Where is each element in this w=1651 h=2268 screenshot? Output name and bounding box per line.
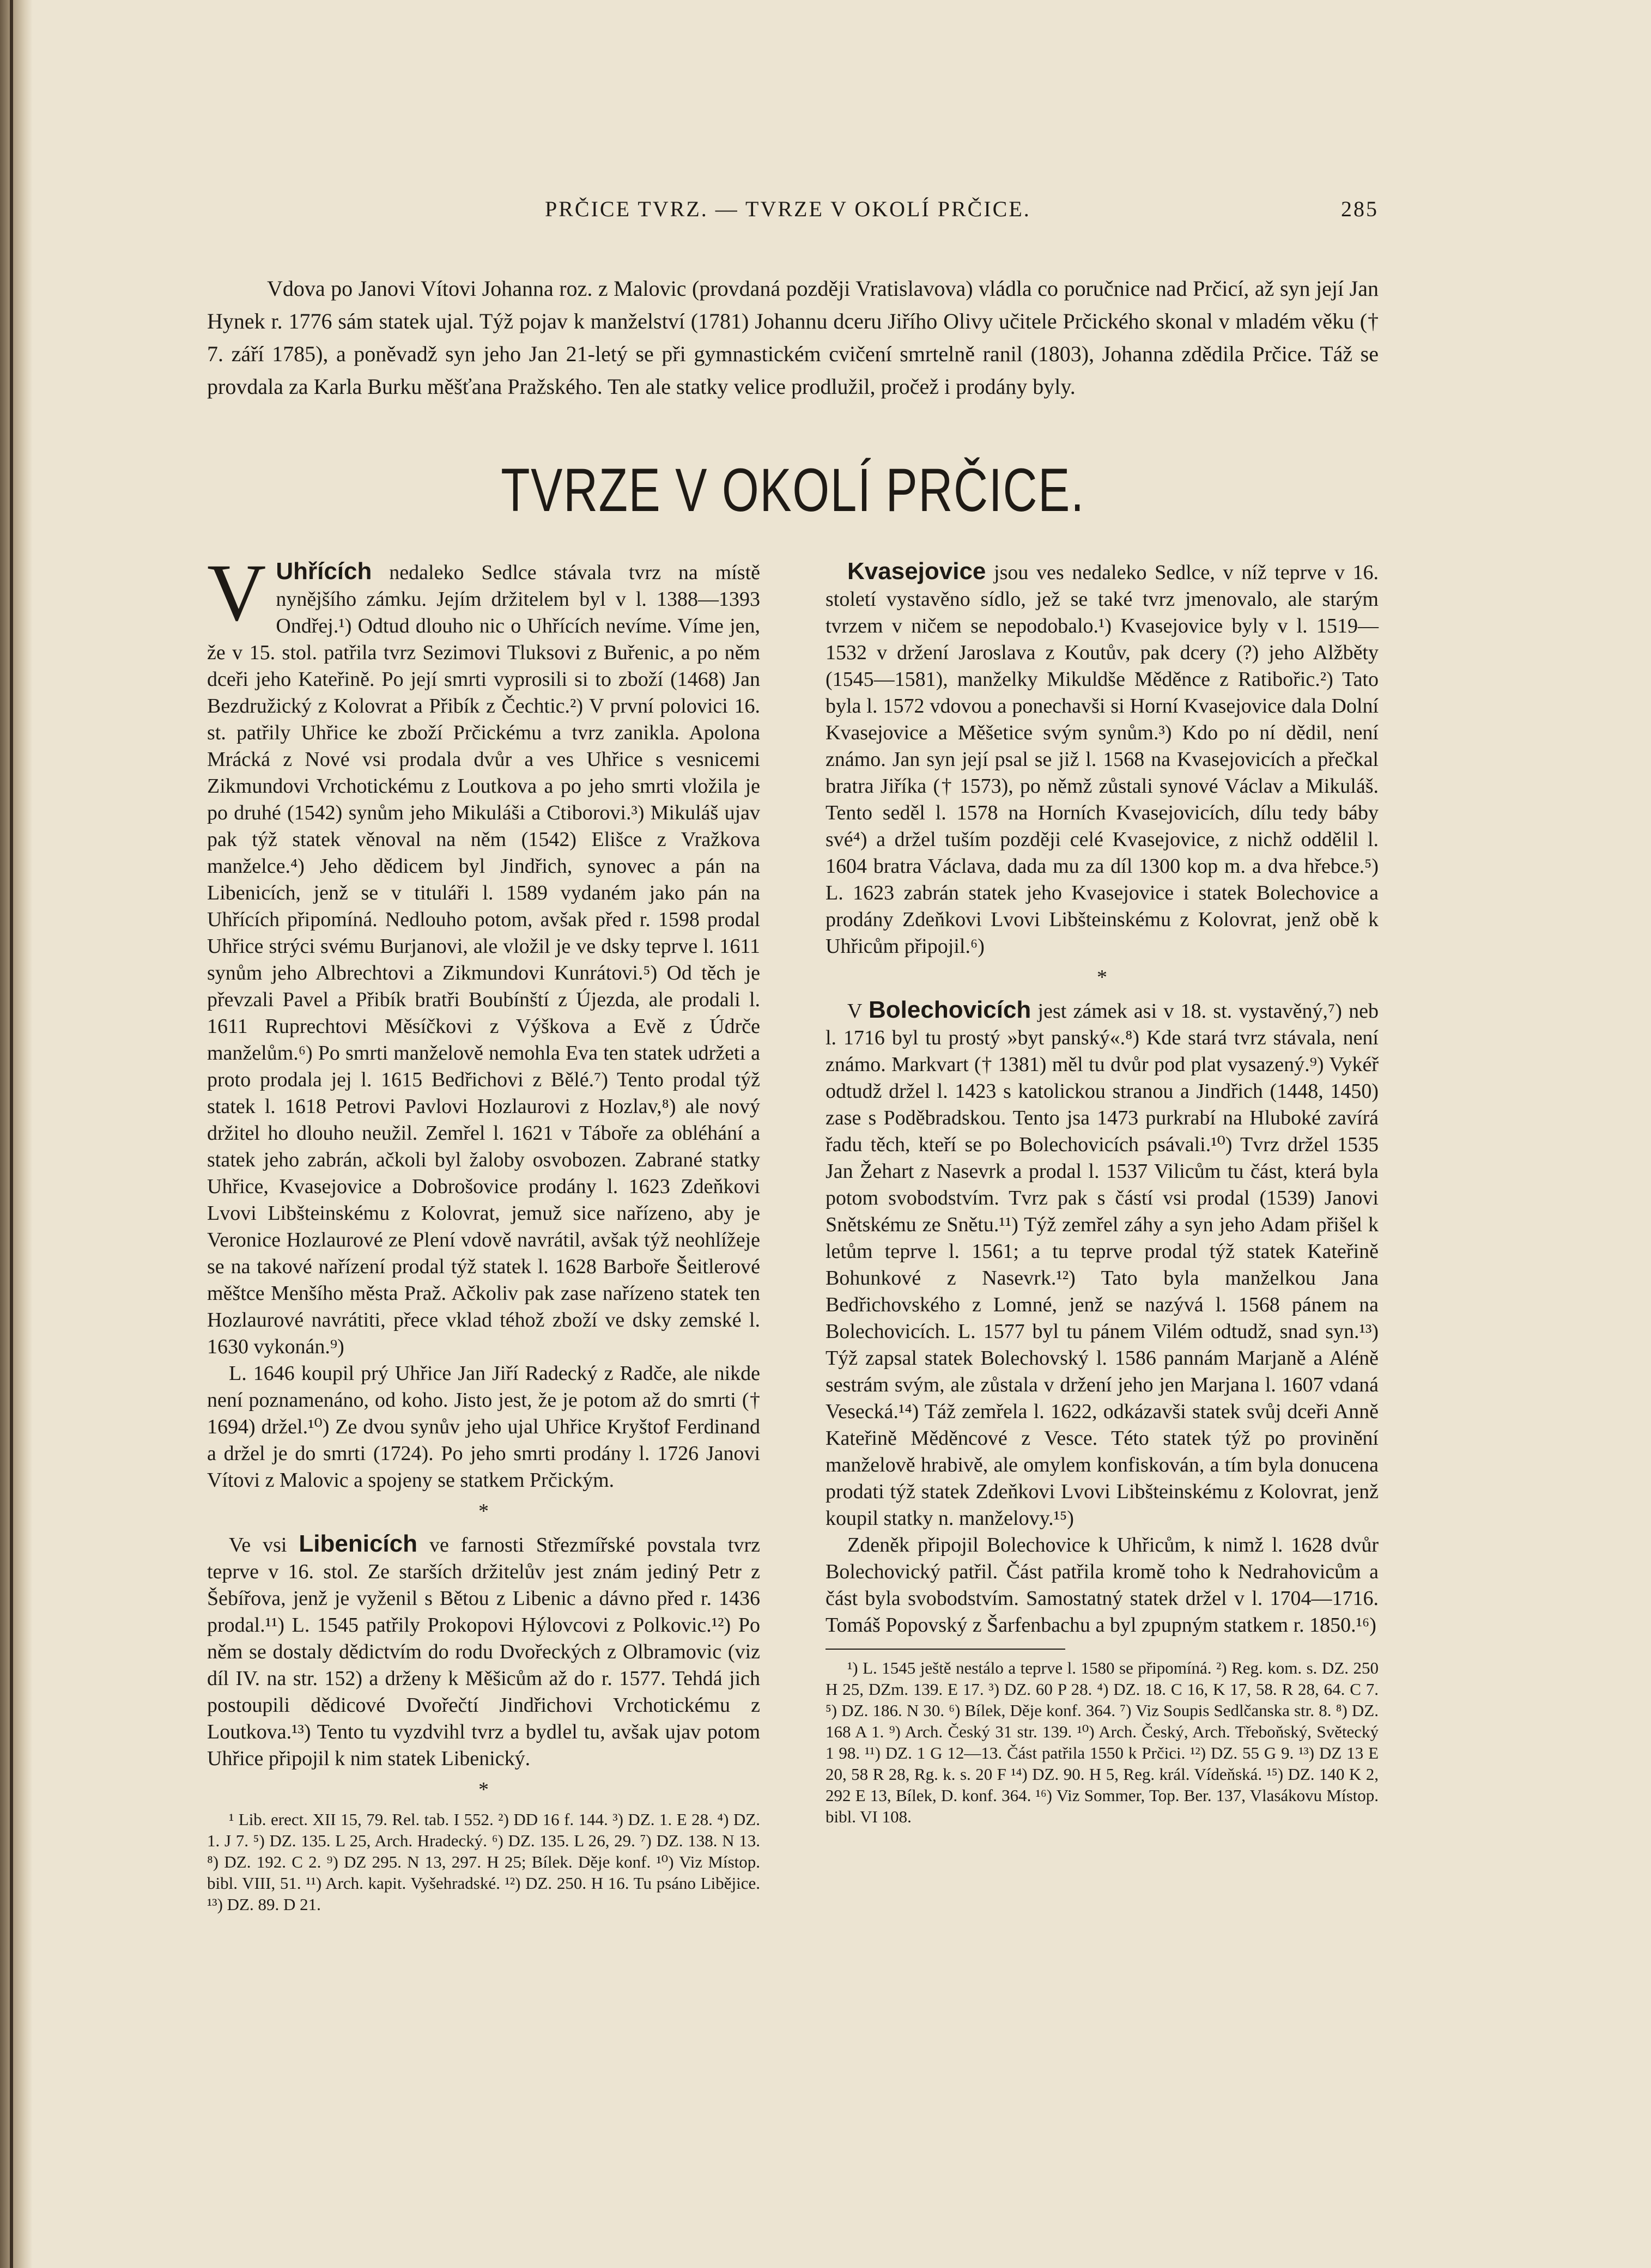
running-head-title: PRČICE TVRZ. — TVRZE V OKOLÍ PRČICE. xyxy=(545,197,1031,221)
right-footnote-text: ¹) L. 1545 ještě nestálo a teprve l. 1580 se připomíná. ²) Reg. kom. s. DZ. 250 H 25, DZm. 139. E 17. ³) DZ. 60 P 28. ⁴) DZ. 18. C 16, K 17, 58. R 28, 64. C 7. ⁵) DZ. 186. N 30. ⁶) Bílek, Děje konf. 364. ⁷) Viz Soupis Sedlčanska str. 8. ⁸) DZ. 168 A 1. ⁹) Arch. Český 31 str. 139. ¹⁰) Arch. Český, Arch. Třeboňský, Světecký 1 98. ¹¹) DZ. 1 G 12—13. Část patřila 1550 k Prčici. ¹²) DZ. 55 G 9. ¹³) DZ 13 E 20, 58 R 28, Rg. k. s. 20 F ¹⁴) DZ. 90. H 5, Reg. král. Vídeňská. ¹⁵) DZ. 140 K 2, 292 E 13, Bílek, D. konf. 364. ¹⁶) Viz Sommer, Top. Ber. 137, Vlasákovu Místop. bibl. VI 108. xyxy=(826,1658,1379,1826)
book-spine-edge xyxy=(10,0,13,2268)
lead-word-bolechovice: Bolechovicích xyxy=(869,996,1031,1023)
page xyxy=(207,196,1379,1915)
lead-word-kvasejovice: Kvasejovice xyxy=(847,558,986,585)
left-footnotes xyxy=(207,1809,760,1915)
bolechovice-intro-word: V xyxy=(847,1000,862,1023)
section-separator: * xyxy=(478,1778,489,1801)
section-separator: * xyxy=(1097,966,1107,989)
kvasejovice-text: jsou ves nedaleko Sedlce, v níž teprve v 16. století vystavěno sídlo, jež se také tvrz jmenovalo, ale starým tvrzem v ničem se nepodobalo.¹) Kvasejovice byly v l. 1519—1532 v držení Jaroslava z Koutův, pak dcery (?) jeho Alžběty (1545—1581), manželky Mikuldše Měděnce z Ratibořic.²) Tato byla l. 1572 vdovou a ponechavši si Horní Kvasejovice dala Dolní Kvasejovice a Měšetice svým synům.³) Kdo po ní dědil, není známo. Jan syn její psal se již l. 1568 na Kvasejovicích a přečkal bratra Jiříka († 1573), po němž zůstali synové Václav a Mikuláš. Tento seděl l. 1578 na Horních Kvasejovicích, dílu tedy báby své⁴) a držel tuším později celé Kvasejovice, z nichž oddělil l. 1604 bratra Václava, dada mu za díl 1300 kop m. a dva hřebce.⁵) L. 1623 zabrán statek jeho Kvasejovice i statek Bolechovice a prodány Zdeňkovi Lvovi Libšteinskému z Kolovrat, jenž obě k Uhřicům připojil.⁶) xyxy=(826,561,1379,958)
bolechovice-paragraph-2: Zdeněk připojil Bolechovice k Uhřicům, k nimž l. 1628 dvůr Bolechovický patřil. Část patřila kromě toho k Nedrahovicům a část byla svobodstvím. Samostatný statek držel v l. 1704—1716. Tomáš Popovský z Šarfenbachu a byl zpupným statkem r. 1850.¹⁶) xyxy=(826,1534,1379,1637)
intro-paragraph: Vdova po Janovi Vítovi Johanna roz. z Malovic (provdaná později Vratislavova) vládla co poručnice nad Prčicí, až syn její Jan Hynek r. 1776 sám statek ujal. Týž pojav k manželství (1781) Johannu dceru Jiřího Olivy učitele Prčického skonal v mladém věku († 7. září 1785), a poněvadž syn jeho Jan 21-letý se při gymnastickém cvičení smrtelně ranil (1803), Johanna zdědila Prčice. Táž se provdala za Karla Burku měšťana Pražského. Ten ale statky velice prodlužil, pročež i prodány byly. xyxy=(207,276,1379,399)
lead-word-uhrice: Uhřících xyxy=(276,558,372,585)
bolechovice-text: jest zámek asi v 18. st. vystavěný,⁷) neb l. 1716 byl tu prostý »byt panský«.⁸) Kde stará tvrz stávala, není známo. Markvart († 1381) měl tu dvůr pod plat vysazený.⁹) Vykéř odtudž držel l. 1423 s katolickou stranou a Jindřich (1448, 1450) zase s Poděbradskou. Tento jsa 1473 purkrabí na Hluboké zavírá řadu těch, kteří se po Bolechovicích psávali.¹⁰) Tvrz držel 1535 Jan Žehart z Nasevrk a prodal l. 1537 Vilicům tu část, která byla potom svobodstvím. Tvrz pak s částí vsi prodal (1539) Janovi Snětskému ze Snětu.¹¹) Týž zemřel záhy a syn jeho Adam přišel k letům teprve l. 1561; a tu teprve prodal týž statek Kateřině Bohunkové z Nasevrk.¹²) Tato byla manželkou Jana Bedřichovského z Lomné, jenž se nazývá l. 1568 pánem na Bolechovicích. L. 1577 byl tu pánem Vilém odtudž, snad syn.¹³) Týž zapsal statek Bolechovský l. 1586 pannám Marjaně a Aléně sestrám svým, ale zůstala v držení jeho jen Marjana l. 1607 vdaná Vesecká.¹⁴) Táž zemřela l. 1622, odkázavši statek svůj dceři Anně Kateřině Měděncové z Vesce. Této statek týž po provinění manželově hrabivě, ale omylem konfiskován, a tím byla donucena prodati týž statek Zdeňkovi Lvovi Libšteinskému z Kolovrat, jenž koupil statky n. manželovy.¹⁵) xyxy=(826,1000,1379,1530)
uhrice-paragraph xyxy=(207,548,760,1360)
book-spine-shadow xyxy=(0,0,33,2268)
uhrice-text: nedaleko Sedlce stávala tvrz na místě nynějšího zámku. Jejím držitelem byl v l. 1388—1393 Ondřej.¹) Odtud dlouho nic o Uhřících nevíme. Víme jen, že v 15. stol. patřila tvrz Sezimovi Tluksovi z Buřenic, a po něm dceři jeho Kateřině. Po její smrti vyprosili si to zboží (1468) Jan Bezdružický z Kolovrat a Přibík z Čechtic.²) V první polovici 16. st. patřily Uhřice ke zboží Prčickému a tvrz zanikla. Apolona Mrácká z Nové vsi prodala dvůr a ves Uhřice s vesnicemi Zikmundovi Vrchotickému z Loutkova a po jeho smrti vložila je po druhé (1542) synům jeho Mikuláši a Ctiborovi.³) Mikuláš ujav pak týž statek věnoval na něm (1542) Elišce z Vražkova manželce.⁴) Jeho dědicem byl Jindřich, synovec a pán na Libenicích, jenž se v tituláři l. 1589 vydaném jako pán na Uhřících připomíná. Nedlouho potom, avšak před r. 1598 prodal Uhřice strýci svému Burjanovi, ale vložil je ve dsky teprve l. 1611 synům jeho Albrechtovi a Zikmundovi Kunrátovi.⁵) Od těch je převzali Pavel a Přibík bratři Boubínští z Újezda, ale prodali l. 1611 Ruprechtovi Měsíčkovi z Výškova a Evě z Údrče manželům.⁶) Po smrti manželově nemohla Eva ten statek udržeti a proto prodala jej l. 1615 Bedřichovi z Bělé.⁷) Tento prodal týž statek l. 1618 Petrovi Pavlovi Hozlaurovi z Hozlav,⁸) ale nový držitel ho dlouho neužil. Zemřel l. 1621 v Táboře za obléhání a statek jeho zabrán, ačkoli byl žaloby osvobozen. Zabrané statky Uhřice, Kvasejovice a Dobrošovice prodány l. 1623 Zdeňkovi Lvovi Libšteinskému z Kolovrat, jemuž sice nařízeno, aby je Veronice Hozlaurové ze Plení vdově navrátil, avšak týž neohlížeje se na takové nařízení prodal týž statek l. 1628 Barboře Šeitlerové měštce Menšího města Praž. Ačkoliv pak zase nařízeno statek ten Hozlaurové navrátiti, přece vklad téhož zboží ve dsky zemské l. 1630 vykonán.⁹) xyxy=(207,561,760,1358)
right-footnotes xyxy=(826,1657,1379,1827)
footnote-rule xyxy=(826,1649,1065,1650)
drop-cap: V xyxy=(207,548,266,638)
two-column-body xyxy=(207,548,1379,1915)
libenice-text: ve farnosti Střezmířské povstala tvrz teprve v 16. stol. Ze starších držitelův jest znám jediný Petr z Šebířova, jenž je vyženil s Bětou z Libenic a dávno před r. 1436 prodal.¹¹) L. 1545 patřily Prokopovi Hýlovcovi z Polkovic.¹²) Po něm se dostaly dědictvím do rodu Dvořeckých z Olbramovic (viz díl IV. na str. 152) a drženy k Měšicům až do r. 1577. Tehdá jich postoupili dědicové Dvořečtí Jindřichovi Vrchotickému z Loutkova.¹³) Tento tu vyzdvihl tvrz a bydlel tu, avšak ujav potom Uhřice připojil k nim statek Libenický. xyxy=(207,1534,760,1770)
uhrice-paragraph-2: L. 1646 koupil prý Uhřice Jan Jiří Radecký z Radče, ale nikde není poznamenáno, od koho. Jisto jest, že je potom až do smrti († 1694) držel.¹⁰) Ze dvou synův jeho ujal Uhřice Kryštof Ferdinand a držel je do smrti (1724). Po jeho smrti prodány l. 1726 Janovi Vítovi z Malovic a spojeny se statkem Prčickým. xyxy=(207,1362,760,1492)
right-column xyxy=(826,558,1379,1915)
left-column xyxy=(207,548,760,1915)
section-heading: TVRZE V OKOLÍ PRČICE. xyxy=(501,456,1085,524)
bolechovice-paragraph xyxy=(826,996,1379,1532)
kvasejovice-paragraph xyxy=(826,558,1379,960)
section-separator: * xyxy=(478,1500,489,1523)
running-head xyxy=(207,196,1379,234)
libenice-intro-word: Ve vsi xyxy=(229,1534,287,1556)
page-number: 285 xyxy=(1341,197,1379,221)
libenice-paragraph xyxy=(207,1530,760,1772)
lead-word-libenice: Libenicích xyxy=(299,1530,417,1557)
left-footnote-text: ¹ Lib. erect. XII 15, 79. Rel. tab. I 552. ²) DD 16 f. 144. ³) DZ. 1. E 28. ⁴) DZ. 1. J 7. ⁵) DZ. 135. L 25, Arch. Hradecký. ⁶) DZ. 135. L 26, 29. ⁷) DZ. 138. N 13. ⁸) DZ. 192. C 2. ⁹) DZ 295. N 13, 297. H 25; Bílek. Děje konf. ¹⁰) Viz Místop. bibl. VIII, 51. ¹¹) Arch. kapit. Vyšehradské. ¹²) DZ. 250. H 16. Tu psáno Libějice. ¹³) DZ. 89. D 21. xyxy=(207,1810,760,1914)
